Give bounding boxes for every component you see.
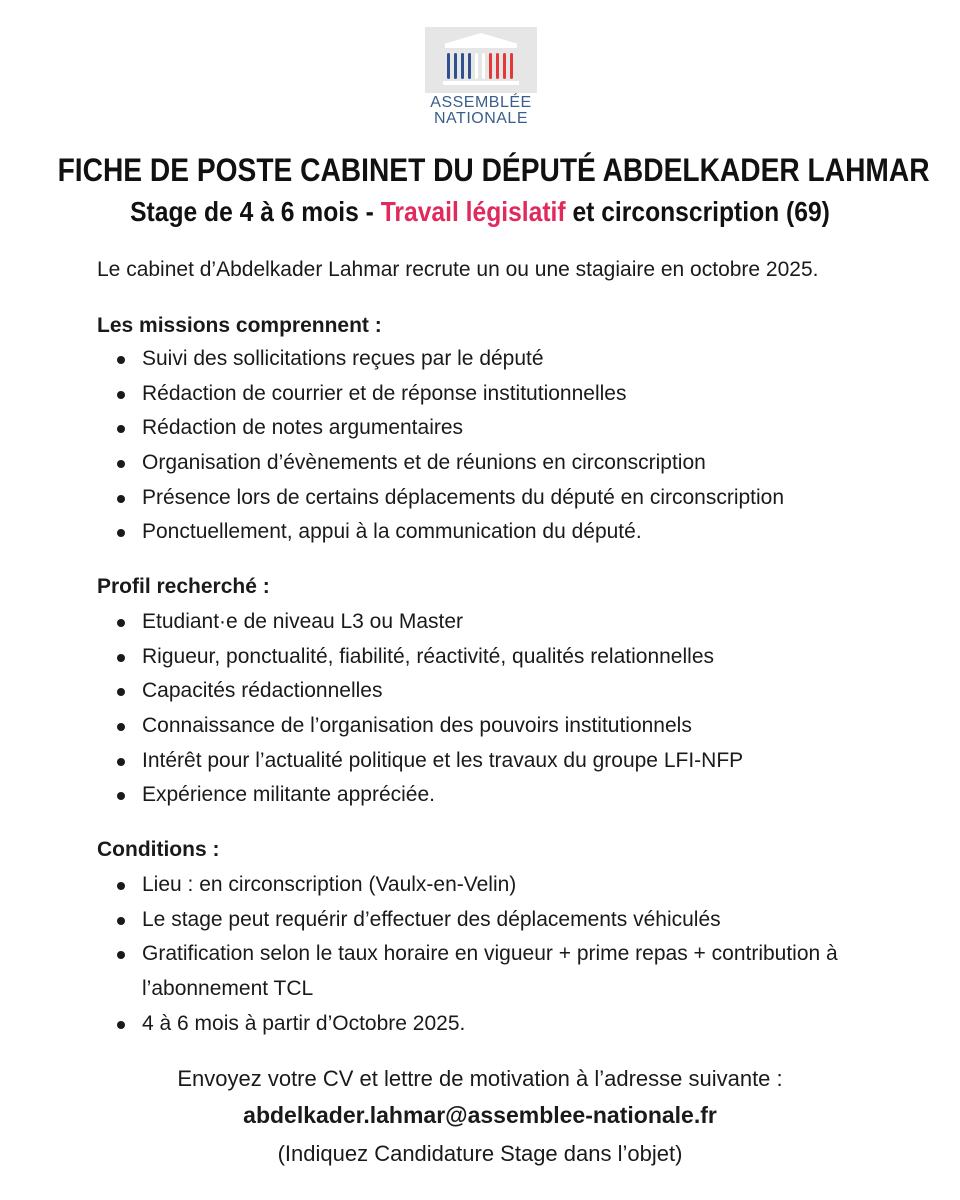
conditions-heading: Conditions :	[97, 838, 220, 861]
intro-text: Le cabinet d’Abdelkader Lahmar recrute un ou une stagiaire en octobre 2025.	[97, 258, 819, 281]
list-item: Expérience militante appréciée.	[117, 778, 877, 813]
list-item: Capacités rédactionnelles	[117, 674, 877, 709]
logo-line-2: NATIONALE	[434, 110, 528, 127]
profil-heading: Profil recherché :	[97, 575, 270, 598]
list-item: Le stage peut requérir d’effectuer des déplacements véhiculés	[117, 903, 847, 938]
list-item: Rédaction de notes argumentaires	[117, 411, 877, 446]
page-title: FICHE DE POSTE CABINET DU DÉPUTÉ ABDELKADER LAHMAR	[57, 152, 930, 188]
list-item: Rigueur, ponctualité, fiabilité, réactivité, qualités relationnelles	[117, 640, 877, 675]
list-item: Lieu : en circonscription (Vaulx-en-Velin)	[117, 868, 847, 903]
list-item: Gratification selon le taux horaire en vigueur + prime repas + contribution à l’abonnement TCL	[117, 937, 847, 1006]
missions-heading: Les missions comprennent :	[97, 314, 382, 337]
list-item: 4 à 6 mois à partir d’Octobre 2025.	[117, 1007, 847, 1042]
list-item: Suivi des sollicitations reçues par le député	[117, 342, 877, 377]
contact-email[interactable]: abdelkader.lahmar@assemblee-nationale.fr	[243, 1102, 717, 1128]
page-subtitle	[58, 196, 903, 228]
list-item: Connaissance de l’organisation des pouvoirs institutionnels	[117, 709, 877, 744]
missions-list	[117, 342, 877, 550]
subtitle-pre: Stage de 4 à 6 mois -	[130, 196, 381, 227]
logo-line-1: ASSEMBLÉE	[430, 94, 532, 111]
list-item: Rédaction de courrier et de réponse institutionnelles	[117, 377, 877, 412]
list-item: Intérêt pour l’actualité politique et les travaux du groupe LFI-NFP	[117, 744, 877, 779]
assemblee-nationale-logo	[425, 27, 537, 127]
list-item: Organisation d’évènements et de réunions en circonscription	[117, 446, 877, 481]
subtitle-post: et circonscription (69)	[565, 196, 830, 227]
list-item: Etudiant·e de niveau L3 ou Master	[117, 605, 877, 640]
conditions-list	[117, 868, 847, 1041]
profil-list	[117, 605, 877, 813]
footer-note: (Indiquez Candidature Stage dans l’objet)	[277, 1141, 683, 1166]
subtitle-accent: Travail législatif	[380, 196, 566, 227]
assemblee-building-icon	[425, 27, 537, 93]
list-item: Ponctuellement, appui à la communication du député.	[117, 515, 877, 550]
list-item: Présence lors de certains déplacements du député en circonscription	[117, 481, 877, 516]
footer-instruction: Envoyez votre CV et lettre de motivation à l’adresse suivante :	[177, 1066, 783, 1091]
